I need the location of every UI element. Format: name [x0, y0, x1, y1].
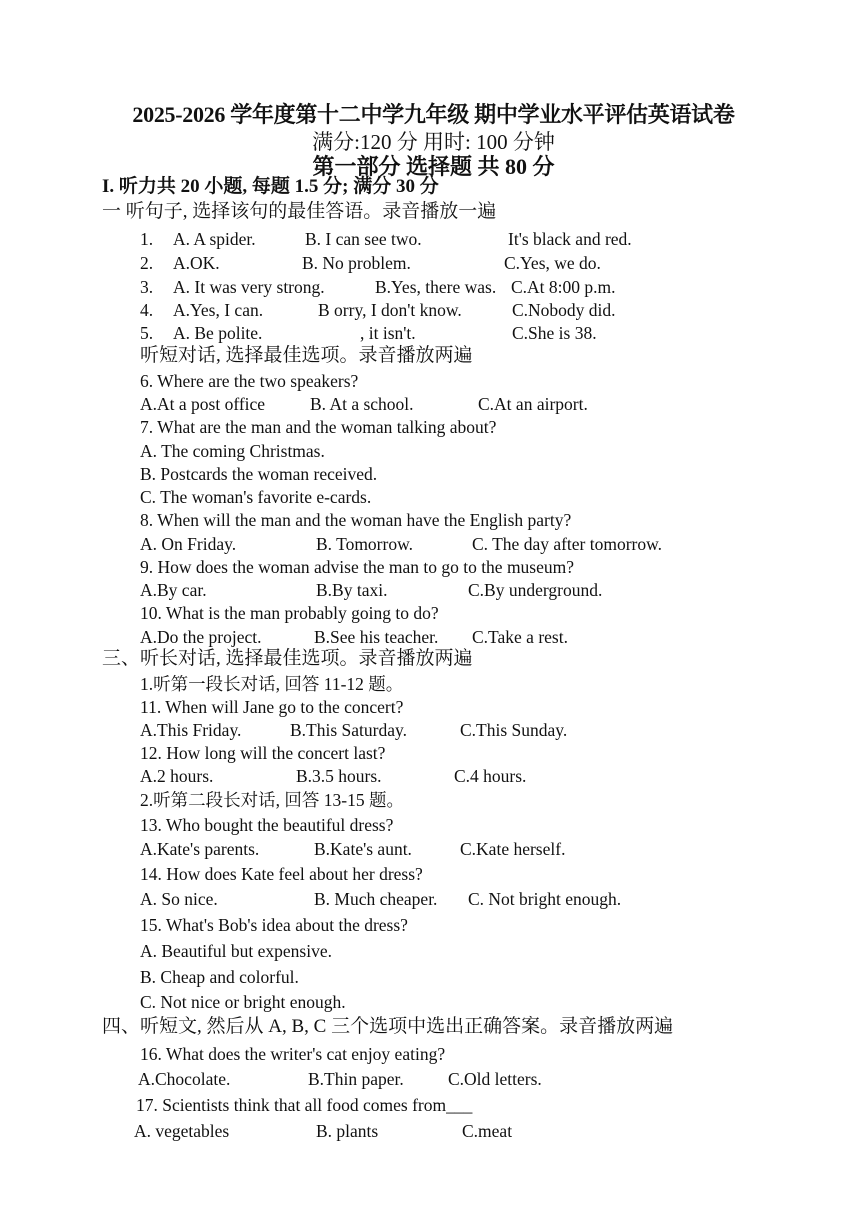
- q15-question: 15. What's Bob's idea about the dress?: [140, 915, 408, 935]
- q12-option-c: C.4 hours.: [454, 766, 527, 786]
- q13-option-a: A.Kate's parents.: [140, 839, 260, 859]
- q13-option-c: C.Kate herself.: [460, 839, 566, 859]
- subsection-2: 听短对话, 选择最佳选项。录音播放两遍: [140, 345, 473, 366]
- q9-option-c: C.By underground.: [468, 580, 603, 600]
- dialogue-1-heading: 1.听第一段长对话, 回答 11-12 题。: [140, 674, 404, 694]
- q9-question: 9. How does the woman advise the man to go to the museum?: [140, 557, 575, 577]
- q4-option-a: A.Yes, I can.: [173, 300, 264, 320]
- q14-option-c: C. Not bright enough.: [468, 889, 622, 909]
- q17-question: 17. Scientists think that all food comes from___: [136, 1095, 473, 1115]
- q11-option-a: A.This Friday.: [140, 720, 242, 740]
- q14-option-b: B. Much cheaper.: [314, 889, 438, 909]
- q1-number: 1.: [140, 229, 154, 249]
- q3-number: 3.: [140, 277, 154, 297]
- subsection-1: 一 听句子, 选择该句的最佳答语。录音播放一遍: [102, 201, 497, 222]
- q10-question: 10. What is the man probably going to do?: [140, 603, 439, 623]
- q7-option-a: A. The coming Christmas.: [140, 441, 325, 461]
- q2-option-b: B. No problem.: [302, 253, 411, 273]
- score-time: 满分:120 分 用时: 100 分钟: [312, 130, 555, 154]
- q6-option-b: B. At a school.: [310, 394, 414, 414]
- q13-option-b: B.Kate's aunt.: [314, 839, 412, 859]
- q3-option-a: A. It was very strong.: [173, 277, 325, 297]
- q4-number: 4.: [140, 300, 154, 320]
- q1-option-c: It's black and red.: [508, 229, 632, 249]
- q11-question: 11. When will Jane go to the concert?: [140, 697, 404, 717]
- q16-option-a: A.Chocolate.: [138, 1069, 231, 1089]
- q5-number: 5.: [140, 323, 154, 343]
- q11-option-b: B.This Saturday.: [290, 720, 407, 740]
- q10-option-b: B.See his teacher.: [314, 627, 439, 647]
- q2-option-a: A.OK.: [173, 253, 220, 273]
- q12-option-b: B.3.5 hours.: [296, 766, 382, 786]
- q7-option-c: C. The woman's favorite e-cards.: [140, 487, 372, 507]
- q9-option-b: B.By taxi.: [316, 580, 388, 600]
- q6-option-c: C.At an airport.: [478, 394, 588, 414]
- q8-option-a: A. On Friday.: [140, 534, 237, 554]
- q7-question: 7. What are the man and the woman talking about?: [140, 417, 497, 437]
- q10-option-a: A.Do the project.: [140, 627, 262, 647]
- q8-option-b: B. Tomorrow.: [316, 534, 413, 554]
- q14-question: 14. How does Kate feel about her dress?: [140, 864, 423, 884]
- q15-option-b: B. Cheap and colorful.: [140, 967, 299, 987]
- q5-option-c: C.She is 38.: [512, 323, 597, 343]
- q11-option-c: C.This Sunday.: [460, 720, 568, 740]
- q6-option-a: A.At a post office: [140, 394, 266, 414]
- q5-option-b: , it isn't.: [360, 323, 416, 343]
- part-heading: 第一部分 选择题 共 80 分: [312, 154, 555, 179]
- q8-option-c: C. The day after tomorrow.: [472, 534, 663, 554]
- q8-question: 8. When will the man and the woman have the English party?: [140, 510, 572, 530]
- q16-question: 16. What does the writer's cat enjoy eating?: [140, 1044, 446, 1064]
- q13-question: 13. Who bought the beautiful dress?: [140, 815, 394, 835]
- q15-option-c: C. Not nice or bright enough.: [140, 992, 346, 1012]
- q5-option-a: A. Be polite.: [173, 323, 263, 343]
- q2-number: 2.: [140, 253, 154, 273]
- q6-question: 6. Where are the two speakers?: [140, 371, 359, 391]
- q1-option-b: B. I can see two.: [305, 229, 422, 249]
- q16-option-c: C.Old letters.: [448, 1069, 542, 1089]
- q4-option-b: B orry, I don't know.: [318, 300, 462, 320]
- q4-option-c: C.Nobody did.: [512, 300, 616, 320]
- q14-option-a: A. So nice.: [140, 889, 218, 909]
- q1-option-a: A. A spider.: [173, 229, 256, 249]
- q9-option-a: A.By car.: [140, 580, 207, 600]
- q17-option-b: B. plants: [316, 1121, 379, 1141]
- q7-option-b: B. Postcards the woman received.: [140, 464, 378, 484]
- section-heading: I. 听力共 20 小题, 每题 1.5 分; 满分 30 分: [102, 176, 439, 197]
- q17-option-a: A. vegetables: [134, 1121, 230, 1141]
- q12-question: 12. How long will the concert last?: [140, 743, 386, 763]
- subsection-4: 四、听短文, 然后从 A, B, C 三个选项中选出正确答案。录音播放两遍: [102, 1016, 674, 1037]
- q3-option-c: C.At 8:00 p.m.: [511, 277, 616, 297]
- q15-option-a: A. Beautiful but expensive.: [140, 941, 332, 961]
- q12-option-a: A.2 hours.: [140, 766, 214, 786]
- q10-option-c: C.Take a rest.: [472, 627, 568, 647]
- q3-option-b: B.Yes, there was.: [375, 277, 497, 297]
- q17-option-c: C.meat: [462, 1121, 513, 1141]
- q16-option-b: B.Thin paper.: [308, 1069, 404, 1089]
- subsection-3: 三、听长对话, 选择最佳选项。录音播放两遍: [102, 648, 473, 669]
- dialogue-2-heading: 2.听第二段长对话, 回答 13-15 题。: [140, 790, 404, 810]
- q2-option-c: C.Yes, we do.: [504, 253, 601, 273]
- exam-title: 2025-2026 学年度第十二中学九年级 期中学业水平评估英语试卷: [132, 102, 735, 127]
